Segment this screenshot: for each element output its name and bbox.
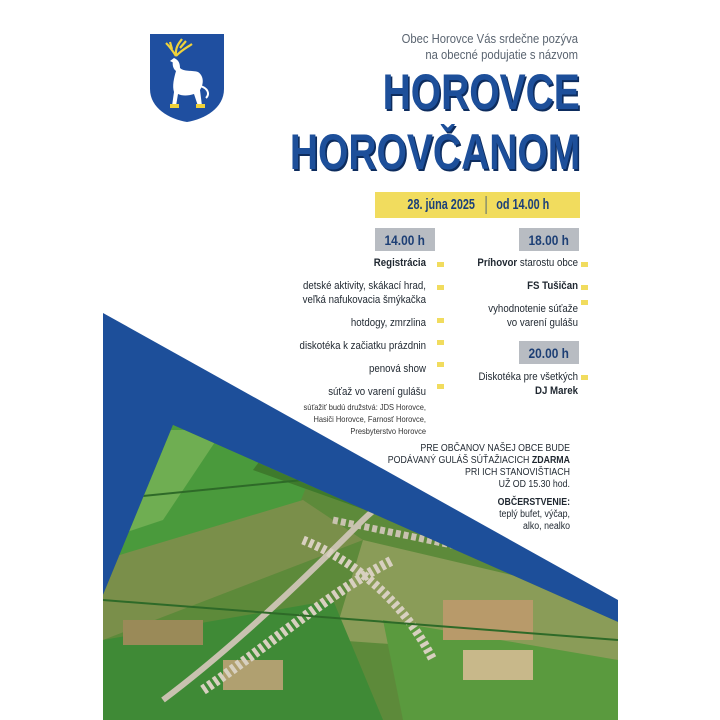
time-badge-14: 14.00 h	[375, 228, 435, 251]
results-line-1: vyhodnotenie súťaže	[488, 303, 578, 315]
time-badge-18: 18.00 h	[519, 228, 579, 251]
invitation-text	[344, 31, 578, 63]
note-line-2: Hasiči Horovce, Farnosť Horovce,	[313, 414, 426, 424]
program-item-disco: diskotéka k začiatku prázdnin	[299, 340, 426, 352]
time-badge-20: 20.00 h	[519, 341, 579, 364]
disco-all: Diskotéka pre všetkých	[478, 371, 578, 383]
program-right-evening	[455, 370, 578, 398]
results-line-2: vo varení gulášu	[506, 317, 578, 329]
bullet	[437, 285, 444, 290]
dj-name: DJ Marek	[534, 385, 578, 397]
bullet	[437, 384, 444, 389]
bullet	[581, 285, 588, 290]
poster	[103, 0, 618, 720]
program-left	[250, 256, 426, 437]
coat-of-arms-icon	[150, 34, 224, 122]
bullet	[437, 318, 444, 323]
intro-line-1: Obec Horovce Vás srdečne pozýva	[401, 32, 578, 46]
program-item-kids-2: veľká nafukovacia šmýkačka	[302, 294, 426, 306]
info-line-3: PRI ICH STANOVIŠTIACH	[465, 467, 570, 478]
bullet	[437, 262, 444, 267]
speech-text: starostu obce	[519, 257, 578, 269]
event-date: 28. júna 2025	[407, 195, 475, 213]
goulash-info	[376, 443, 570, 533]
bullet	[581, 262, 588, 267]
bullet	[581, 375, 588, 380]
note-line-1: súťažiť budú družstvá: JDS Horovce,	[303, 402, 426, 412]
info-free: ZDARMA	[531, 455, 570, 466]
program-item-food: hotdogy, zmrzlina	[350, 317, 426, 329]
program-item-contest: súťaž vo varení gulášu	[328, 386, 426, 398]
program-right	[455, 256, 578, 330]
date-bar	[375, 192, 580, 218]
program-item-kids-1: detské aktivity, skákací hrad,	[302, 280, 426, 292]
program-item-foam: penová show	[368, 363, 426, 375]
folk-group: FS Tušičan	[527, 280, 578, 292]
bullet	[581, 300, 588, 305]
bullet	[437, 340, 444, 345]
title-line-2: HOROVČANOM	[289, 124, 580, 180]
event-start-time: od 14.00 h	[496, 195, 550, 213]
speech-label: Príhovor	[477, 257, 518, 269]
bullet	[437, 362, 444, 367]
refreshment-line-2: alko, nealko	[523, 521, 570, 532]
intro-line-2: na obecné podujatie s názvom	[425, 48, 578, 62]
title-line-1: HOROVCE	[382, 64, 580, 120]
info-line-1: PRE OBČANOV NAŠEJ OBCE BUDE	[420, 443, 570, 454]
refreshment-title: OBČERSTVENIE:	[497, 497, 570, 508]
info-line-4: UŽ OD 15.30 hod.	[498, 479, 570, 490]
program-item-registration: Registrácia	[373, 257, 426, 269]
contest-note	[250, 401, 426, 437]
info-line-2: PODÁVANÝ GULÁŠ SÚŤAŽIACICH	[387, 455, 530, 466]
refreshment-line-1: teplý bufet, výčap,	[499, 509, 570, 520]
note-line-3: Presbyterstvo Horovce	[350, 426, 426, 436]
